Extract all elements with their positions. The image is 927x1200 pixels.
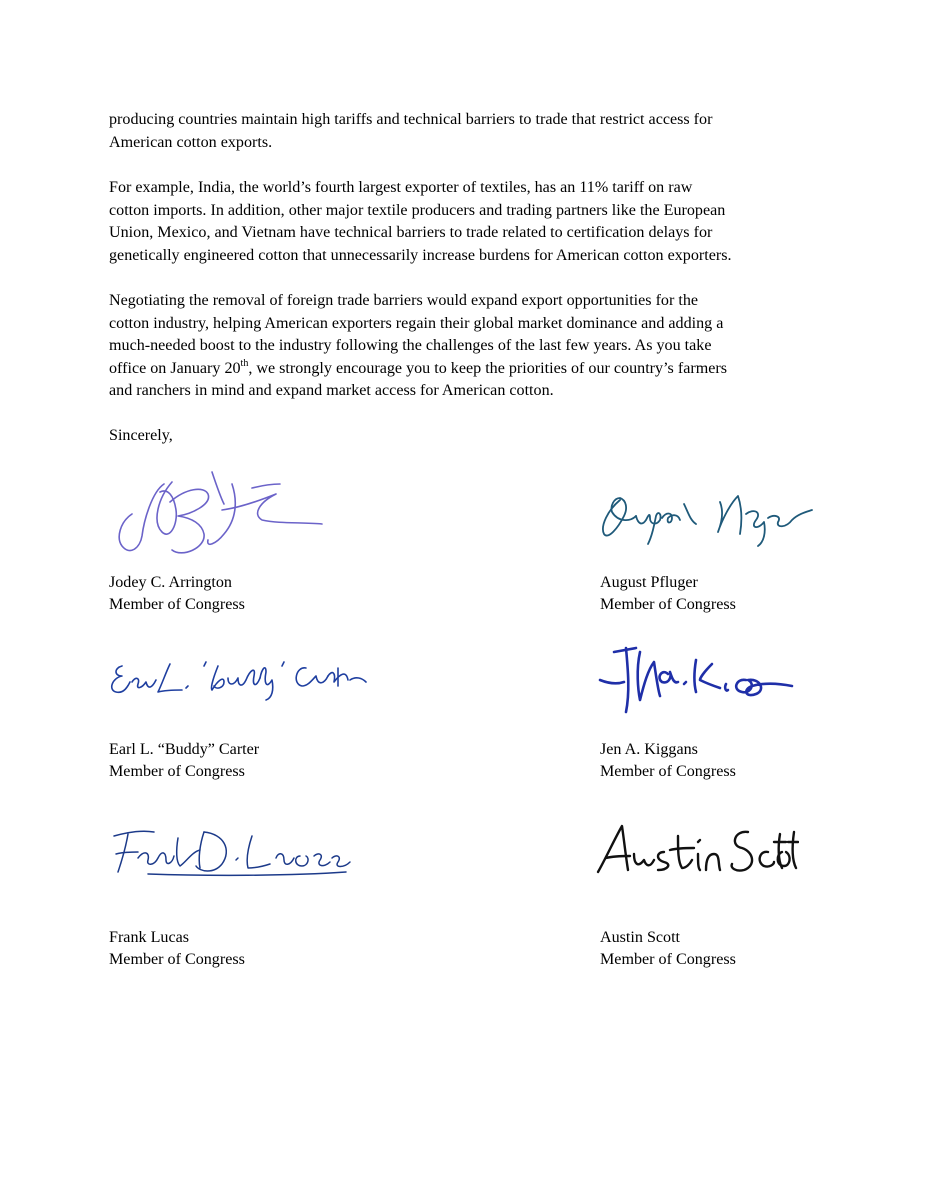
signature-lucas [108, 822, 353, 880]
signer-block-scott [600, 927, 736, 970]
signer-title: Member of Congress [109, 950, 245, 968]
paragraph-3 [109, 290, 829, 403]
signer-block-carter [109, 739, 259, 782]
signer-title: Member of Congress [600, 595, 736, 613]
paragraph-line: Union, Mexico, and Vietnam have technical barriers to trade related to certification delays for [109, 224, 713, 242]
paragraph-line: much-needed boost to the industry following the challenges of the last few years. As you take [109, 337, 712, 355]
paragraph-1 [109, 109, 829, 154]
signature-scott [594, 818, 799, 880]
signer-title: Member of Congress [600, 762, 736, 780]
paragraph-line: American cotton exports. [109, 133, 273, 151]
signature-kiggans [596, 640, 796, 720]
signer-title: Member of Congress [600, 950, 736, 968]
paragraph-line: For example, India, the world’s fourth largest exporter of textiles, has an 11% tariff on raw [109, 179, 693, 196]
signature-arrington [112, 462, 327, 562]
signature-carter [106, 656, 368, 702]
paragraph-line [109, 358, 829, 381]
signer-name: Earl L. “Buddy” Carter [109, 741, 260, 758]
paragraph-2 [109, 177, 829, 267]
ordinal-suffix: th [240, 357, 249, 369]
closing: Sincerely, [109, 427, 173, 444]
signer-name: Jen A. Kiggans [600, 741, 698, 758]
signer-name: Austin Scott [600, 929, 681, 946]
paragraph-line: cotton industry, helping American exporters regain their global market dominance and adding a [109, 314, 724, 332]
paragraph-line: Negotiating the removal of foreign trade barriers would expand export opportunities for the [109, 292, 699, 309]
signer-name: Frank Lucas [109, 929, 189, 946]
signer-block-arrington [109, 572, 245, 615]
signer-name: Jodey C. Arrington [109, 574, 232, 591]
sentence-continuation: , we strongly encourage you to keep the priorities of our country’s farmers [248, 359, 727, 377]
signer-block-pfluger [600, 572, 736, 615]
signature-pfluger [596, 482, 816, 552]
signer-title: Member of Congress [109, 762, 245, 780]
signer-title: Member of Congress [109, 595, 245, 613]
signer-name: August Pfluger [600, 574, 698, 591]
paragraph-line: cotton imports. In addition, other major textile producers and trading partners like the European [109, 201, 726, 219]
date-text: office on January 20 [109, 359, 241, 377]
paragraph-line: producing countries maintain high tariffs and technical barriers to trade that restrict access for [109, 111, 713, 128]
paragraph-line: and ranchers in mind and expand market access for American cotton. [109, 382, 554, 400]
paragraph-line: genetically engineered cotton that unnecessarily increase burdens for American cotton exporters. [109, 246, 732, 264]
signer-block-kiggans [600, 739, 736, 782]
signer-block-lucas [109, 927, 245, 970]
